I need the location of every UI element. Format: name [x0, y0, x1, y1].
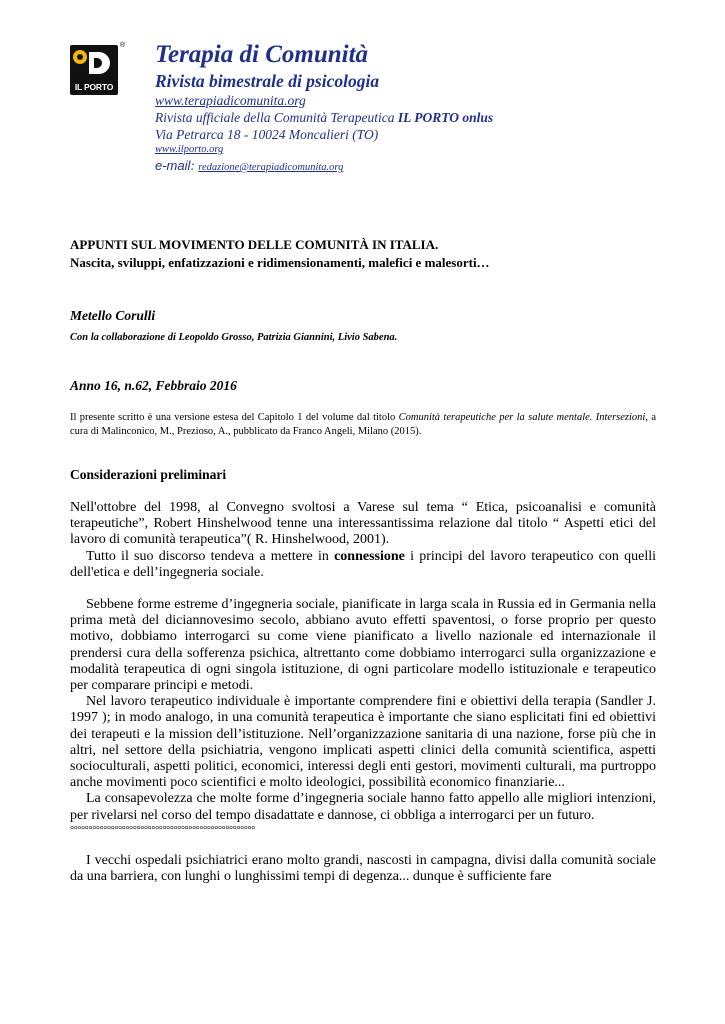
paragraph-5: La consapevolezza che molte forme d’ingegneria sociale hanno fatto appello alle migliori intenzioni, per rivelarsi nel corso del tempo disadattate e dannose, ci obbliga a interrogarci per un futuro. [70, 791, 656, 823]
paragraph-spacer [70, 837, 656, 853]
paragraph-1: Nell'ottobre del 1998, al Convegno svoltosi a Varese sul tema “ Etica, psicoanalisi e comunità terapeutiche”, Robert Hinshelwood tenne una interessantissima relazione dal titolo “ Aspetti etici del lavoro di comunità terapeutica”( R. Hinshelwood, 2001). [70, 500, 656, 548]
section-separator: °°°°°°°°°°°°°°°°°°°°°°°°°°°°°°°°°°°°°°°°°°°°°°°°°° [70, 824, 255, 836]
p2-after: i principi del lavoro terapeutico con quelli dell'etica e dell’ingegneria sociale. [70, 548, 656, 580]
registered-mark: ® [120, 42, 126, 49]
email-line [155, 157, 493, 175]
paragraph-3: Sebbene forme estreme d’ingegneria sociale, pianificate in larga scala in Russia ed in Germania nella prima metà del diciannovesimo secolo, abbiano avuto effetti spaventosi, o forse proprio per questo motivo, dobbiamo interrogarci su come viene pianificato a livello nazionale ed internazionale il prendersi cura della sofferenza psichica, altrettanto come dobbiamo interrogarci sulla organizzazione e modalità terapeutica di ogni singola istituzione, di ogni particolare modello istituzionale e terapeutico per comparare principi e metodi. [70, 597, 656, 694]
paragraph-6: I vecchi ospedali psichiatrici erano molto grandi, nascosti in campagna, divisi dalla comunità sociale da una barriera, con lunghi o lunghissimi tempi di degenza... dunque è sufficiente fare [70, 852, 656, 885]
paragraph-spacer [70, 581, 656, 597]
email-colon: : [190, 158, 199, 173]
address: Via Petrarca 18 - 10024 Moncalieri (TO) [155, 127, 379, 142]
official-org: IL PORTO onlus [397, 110, 494, 125]
email-label: e-mail [155, 158, 191, 173]
logo-text: IL PORTO [74, 82, 114, 92]
collaboration-line: Con la collaborazione di Leopoldo Grosso, Patrizia Giannini, Livio Sabena. [70, 332, 398, 343]
logo-p-icon [89, 52, 110, 74]
section-heading: Considerazioni preliminari [70, 467, 227, 482]
article-title [70, 236, 656, 272]
official-line [155, 109, 493, 126]
source-note [70, 411, 656, 439]
article-body [70, 500, 656, 885]
official-prefix: Rivista ufficiale della Comunità Terapeutica [155, 110, 398, 125]
note-book-title: Comunità terapeutiche per la salute mentale. Intersezioni [398, 412, 646, 423]
p2-bold: connessione [334, 548, 405, 564]
p2-before: Tutto il suo discorso tendeva a mettere in [86, 548, 335, 564]
il-porto-logo [70, 45, 118, 95]
journal-website-link[interactable]: www.terapiadicomunita.org [155, 93, 306, 108]
journal-title: Terapia di Comunità [155, 41, 369, 68]
paragraph-2 [70, 549, 656, 581]
article-title-line1: APPUNTI SUL MOVIMENTO DELLE COMUNITÀ IN ITALIA. [70, 237, 439, 252]
issue-line: Anno 16, n.62, Febbraio 2016 [70, 378, 237, 393]
journal-subtitle: Rivista bimestrale di psicologia [155, 71, 380, 91]
article-title-line2: Nascita, sviluppi, enfatizzazioni e ridimensionamenti, malefici e malesorti… [70, 255, 490, 270]
org-website-link[interactable]: www.ilporto.org [155, 144, 224, 155]
email-link[interactable]: redazione@terapiadicomunita.org [198, 162, 344, 173]
note-suffix: , a cura di Malinconico, M., Prezioso, A., pubblicato da Franco Angeli, Milano (2015). [70, 412, 656, 437]
paragraph-4: Nel lavoro terapeutico individuale è importante comprendere fini e obiettivi della terapia (Sandler J. 1997 ); in modo analogo, in una comunità terapeutica è importante che siano esplicitati fini ed obiettivi dei terapeuti e la mission dell’istituzione. Nell’organizzazione sanitaria di una nazione, forse più che in altri, nel settore della psichiatria, vengono implicati aspetti clinici della comunità scientifica, aspetti socioculturali, aspetti politici, economici, interessi degli enti gestori, movimenti culturali, ma purtroppo anche movimenti poco scientifici e molto ideologici, possibilità economico finanziarie... [70, 694, 656, 791]
logo-ring-icon [73, 50, 87, 64]
masthead [155, 40, 493, 175]
author-name: Metello Corulli [70, 308, 156, 323]
note-prefix: Il presente scritto è una versione estesa del Capitolo 1 del volume dal titolo [70, 412, 399, 423]
